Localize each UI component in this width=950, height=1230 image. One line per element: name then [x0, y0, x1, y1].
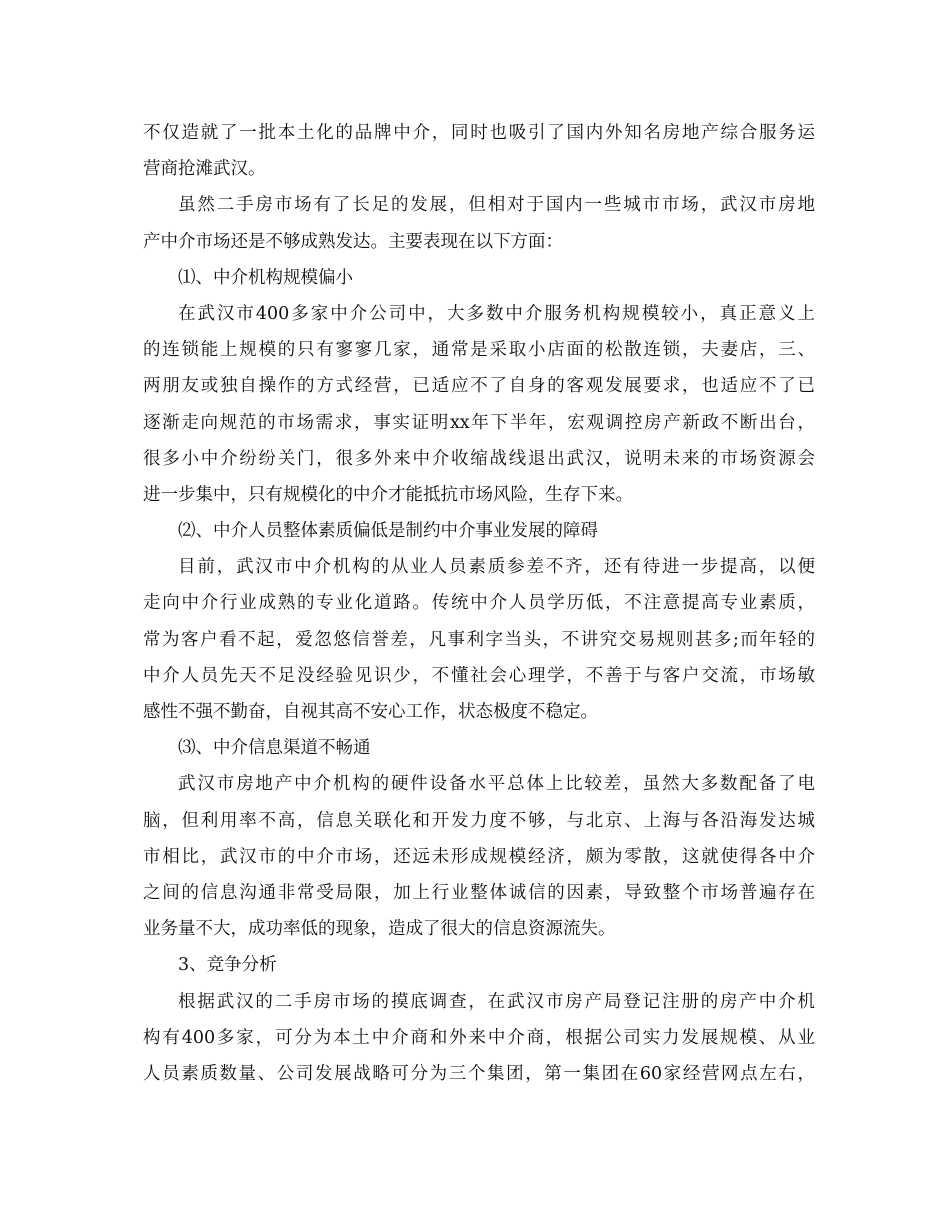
- section-heading: 3、竞争分析: [178, 955, 277, 976]
- text-line: 两朋友或独自操作的方式经营，已适应不了自身的客观发展要求，也适应不了已: [143, 376, 815, 397]
- text-line: 武汉市房地产中介机构的硬件设备水平总体上比较差，虽然大多数配备了电: [178, 774, 815, 795]
- text-line: 之间的信息沟通非常受局限，加上行业整体诚信的因素，导致整个市场普遍存在: [143, 882, 815, 903]
- text-line: 很多小中介纷纷关门，很多外来中介收缩战线退出武汉，说明未来的市场资源会: [143, 448, 815, 469]
- text-line: 中介人员先天不足没经验见识少，不懂社会心理学，不善于与客户交流，市场敏: [143, 665, 815, 686]
- text-line: 脑，但利用率不高，信息关联化和开发力度不够，与北京、上海与各沿海发达城: [143, 810, 815, 831]
- section-heading: ⑴、中介机构规模偏小: [178, 267, 353, 288]
- text-line: 构有400多家，可分为本土中介商和外来中介商，根据公司实力发展规模、从业: [143, 1027, 815, 1048]
- text-line: 的连锁能上规模的只有寥寥几家，通常是采取小店面的松散连锁，夫妻店，三、: [143, 340, 815, 361]
- section-heading: ⑶、中介信息渠道不畅通: [178, 738, 371, 759]
- text-line: 逐渐走向规范的市场需求，事实证明xx年下半年，宏观调控房产新政不断出台，: [143, 412, 815, 433]
- text-line: 走向中介行业成熟的专业化道路。传统中介人员学历低，不注意提高专业素质，: [143, 593, 815, 614]
- text-line: 在武汉市400多家中介公司中，大多数中介服务机构规模较小，真正意义上: [178, 303, 815, 324]
- text-line: 营商抢滩武汉。: [143, 159, 266, 180]
- section-heading: ⑵、中介人员整体素质偏低是制约中介事业发展的障碍: [178, 521, 598, 542]
- text-line: 产中介市场还是不够成熟发达。主要表现在以下方面：: [143, 231, 563, 252]
- text-line: 不仅造就了一批本土化的品牌中介，同时也吸引了国内外知名房地产综合服务运: [143, 123, 815, 143]
- text-line: 进一步集中，只有规模化的中介才能抵抗市场风险，生存下来。: [143, 484, 633, 505]
- text-line: 虽然二手房市场有了长足的发展，但相对于国内一些城市市场，武汉市房地: [178, 195, 815, 216]
- text-line: 人员素质数量、公司发展战略可分为三个集团，第一集团在60家经营网点左右，: [143, 1063, 815, 1084]
- text-line: 根据武汉的二手房市场的摸底调查，在武汉市房产局登记注册的房产中介机: [178, 991, 815, 1012]
- text-line: 感性不强不勤奋，自视其高不安心工作，状态极度不稳定。: [143, 702, 598, 722]
- text-line: 市相比，武汉市的中介市场，还远未形成规模经济，颇为零散，这就使得各中介: [143, 846, 815, 867]
- text-line: 常为客户看不起，爱忽悠信誉差，凡事利字当头，不讲究交易规则甚多;而年轻的: [143, 629, 815, 650]
- text-line: 业务量不大，成功率低的现象，造成了很大的信息资源流失。: [143, 919, 616, 940]
- document-body: [143, 115, 815, 1092]
- text-line: 目前，武汉市中介机构的从业人员素质参差不齐，还有待进一步提高，以便: [178, 557, 815, 578]
